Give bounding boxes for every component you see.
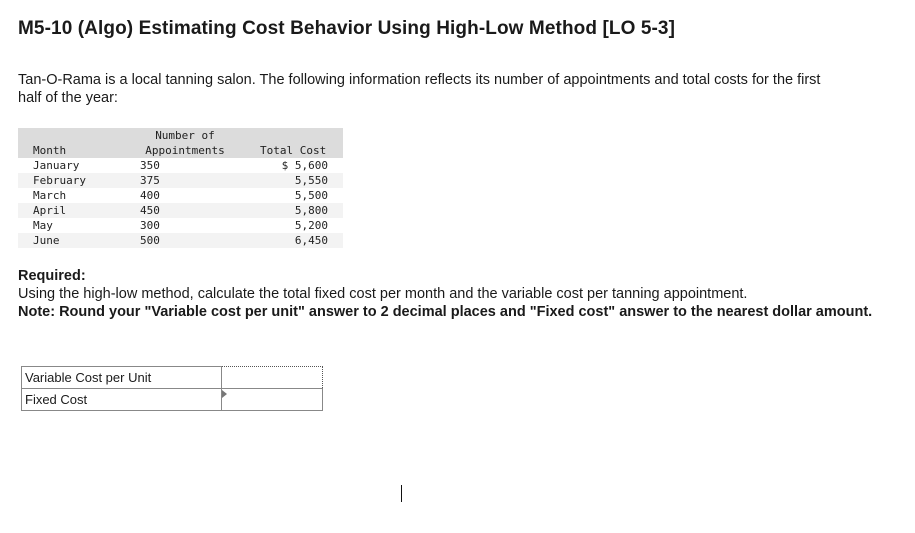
cell-marker-icon xyxy=(222,390,227,398)
month-cell: March xyxy=(33,189,67,202)
total-cost-cell: 5,800 xyxy=(294,204,328,217)
month-cell: February xyxy=(33,174,86,187)
table-row xyxy=(18,233,343,248)
table-row xyxy=(18,218,343,233)
problem-intro: Tan-O-Rama is a local tanning salon. The following information reflects its number of appointments and total costs for the first half of the year: xyxy=(18,72,821,106)
month-cell: May xyxy=(33,219,53,232)
appointments-cell: 300 xyxy=(140,219,160,232)
appointments-cell: 500 xyxy=(140,234,160,247)
header-appointments-line2: Appointments xyxy=(145,144,225,157)
table-row xyxy=(18,188,343,203)
answer-row-fixed xyxy=(22,389,323,411)
table-header xyxy=(18,128,343,158)
appointments-cell: 400 xyxy=(140,189,160,202)
text-cursor-icon xyxy=(401,485,402,502)
total-cost-cell: 5,550 xyxy=(294,174,328,187)
rounding-note: Note: Round your "Variable cost per unit" answer to 2 decimal places and "Fixed cost" answer to the nearest dollar amount. xyxy=(18,304,873,320)
appointments-cell: 375 xyxy=(140,174,160,187)
variable-cost-input[interactable] xyxy=(222,367,322,388)
variable-cost-cell[interactable] xyxy=(222,367,323,389)
month-cell: April xyxy=(33,204,67,217)
fixed-cost-input[interactable] xyxy=(222,389,322,410)
header-appointments-line1: Number of xyxy=(155,129,215,142)
table-row xyxy=(18,158,343,173)
required-label: Required: xyxy=(18,268,86,284)
required-text: Using the high-low method, calculate the total fixed cost per month and the variable cost per tanning appointment. xyxy=(18,286,748,302)
appointments-cell: 350 xyxy=(140,159,160,172)
answer-table xyxy=(21,366,323,411)
required-section xyxy=(18,267,878,321)
page-title: M5-10 (Algo) Estimating Cost Behavior Using High-Low Method [LO 5-3] xyxy=(18,18,676,39)
total-cost-cell: $ 5,600 xyxy=(281,159,328,172)
total-cost-cell: 5,500 xyxy=(294,189,328,202)
total-cost-cell: 5,200 xyxy=(294,219,328,232)
header-total-cost: Total Cost xyxy=(260,144,327,157)
answer-row-variable xyxy=(22,367,323,389)
cost-data-table xyxy=(18,128,343,248)
table-row xyxy=(18,173,343,188)
month-cell: June xyxy=(33,234,60,247)
total-cost-cell: 6,450 xyxy=(294,234,328,247)
fixed-cost-label: Fixed Cost xyxy=(22,389,222,411)
month-cell: January xyxy=(33,159,80,172)
variable-cost-label: Variable Cost per Unit xyxy=(22,367,222,389)
fixed-cost-cell[interactable] xyxy=(222,389,323,411)
table-row xyxy=(18,203,343,218)
appointments-cell: 450 xyxy=(140,204,160,217)
header-month: Month xyxy=(33,144,67,157)
